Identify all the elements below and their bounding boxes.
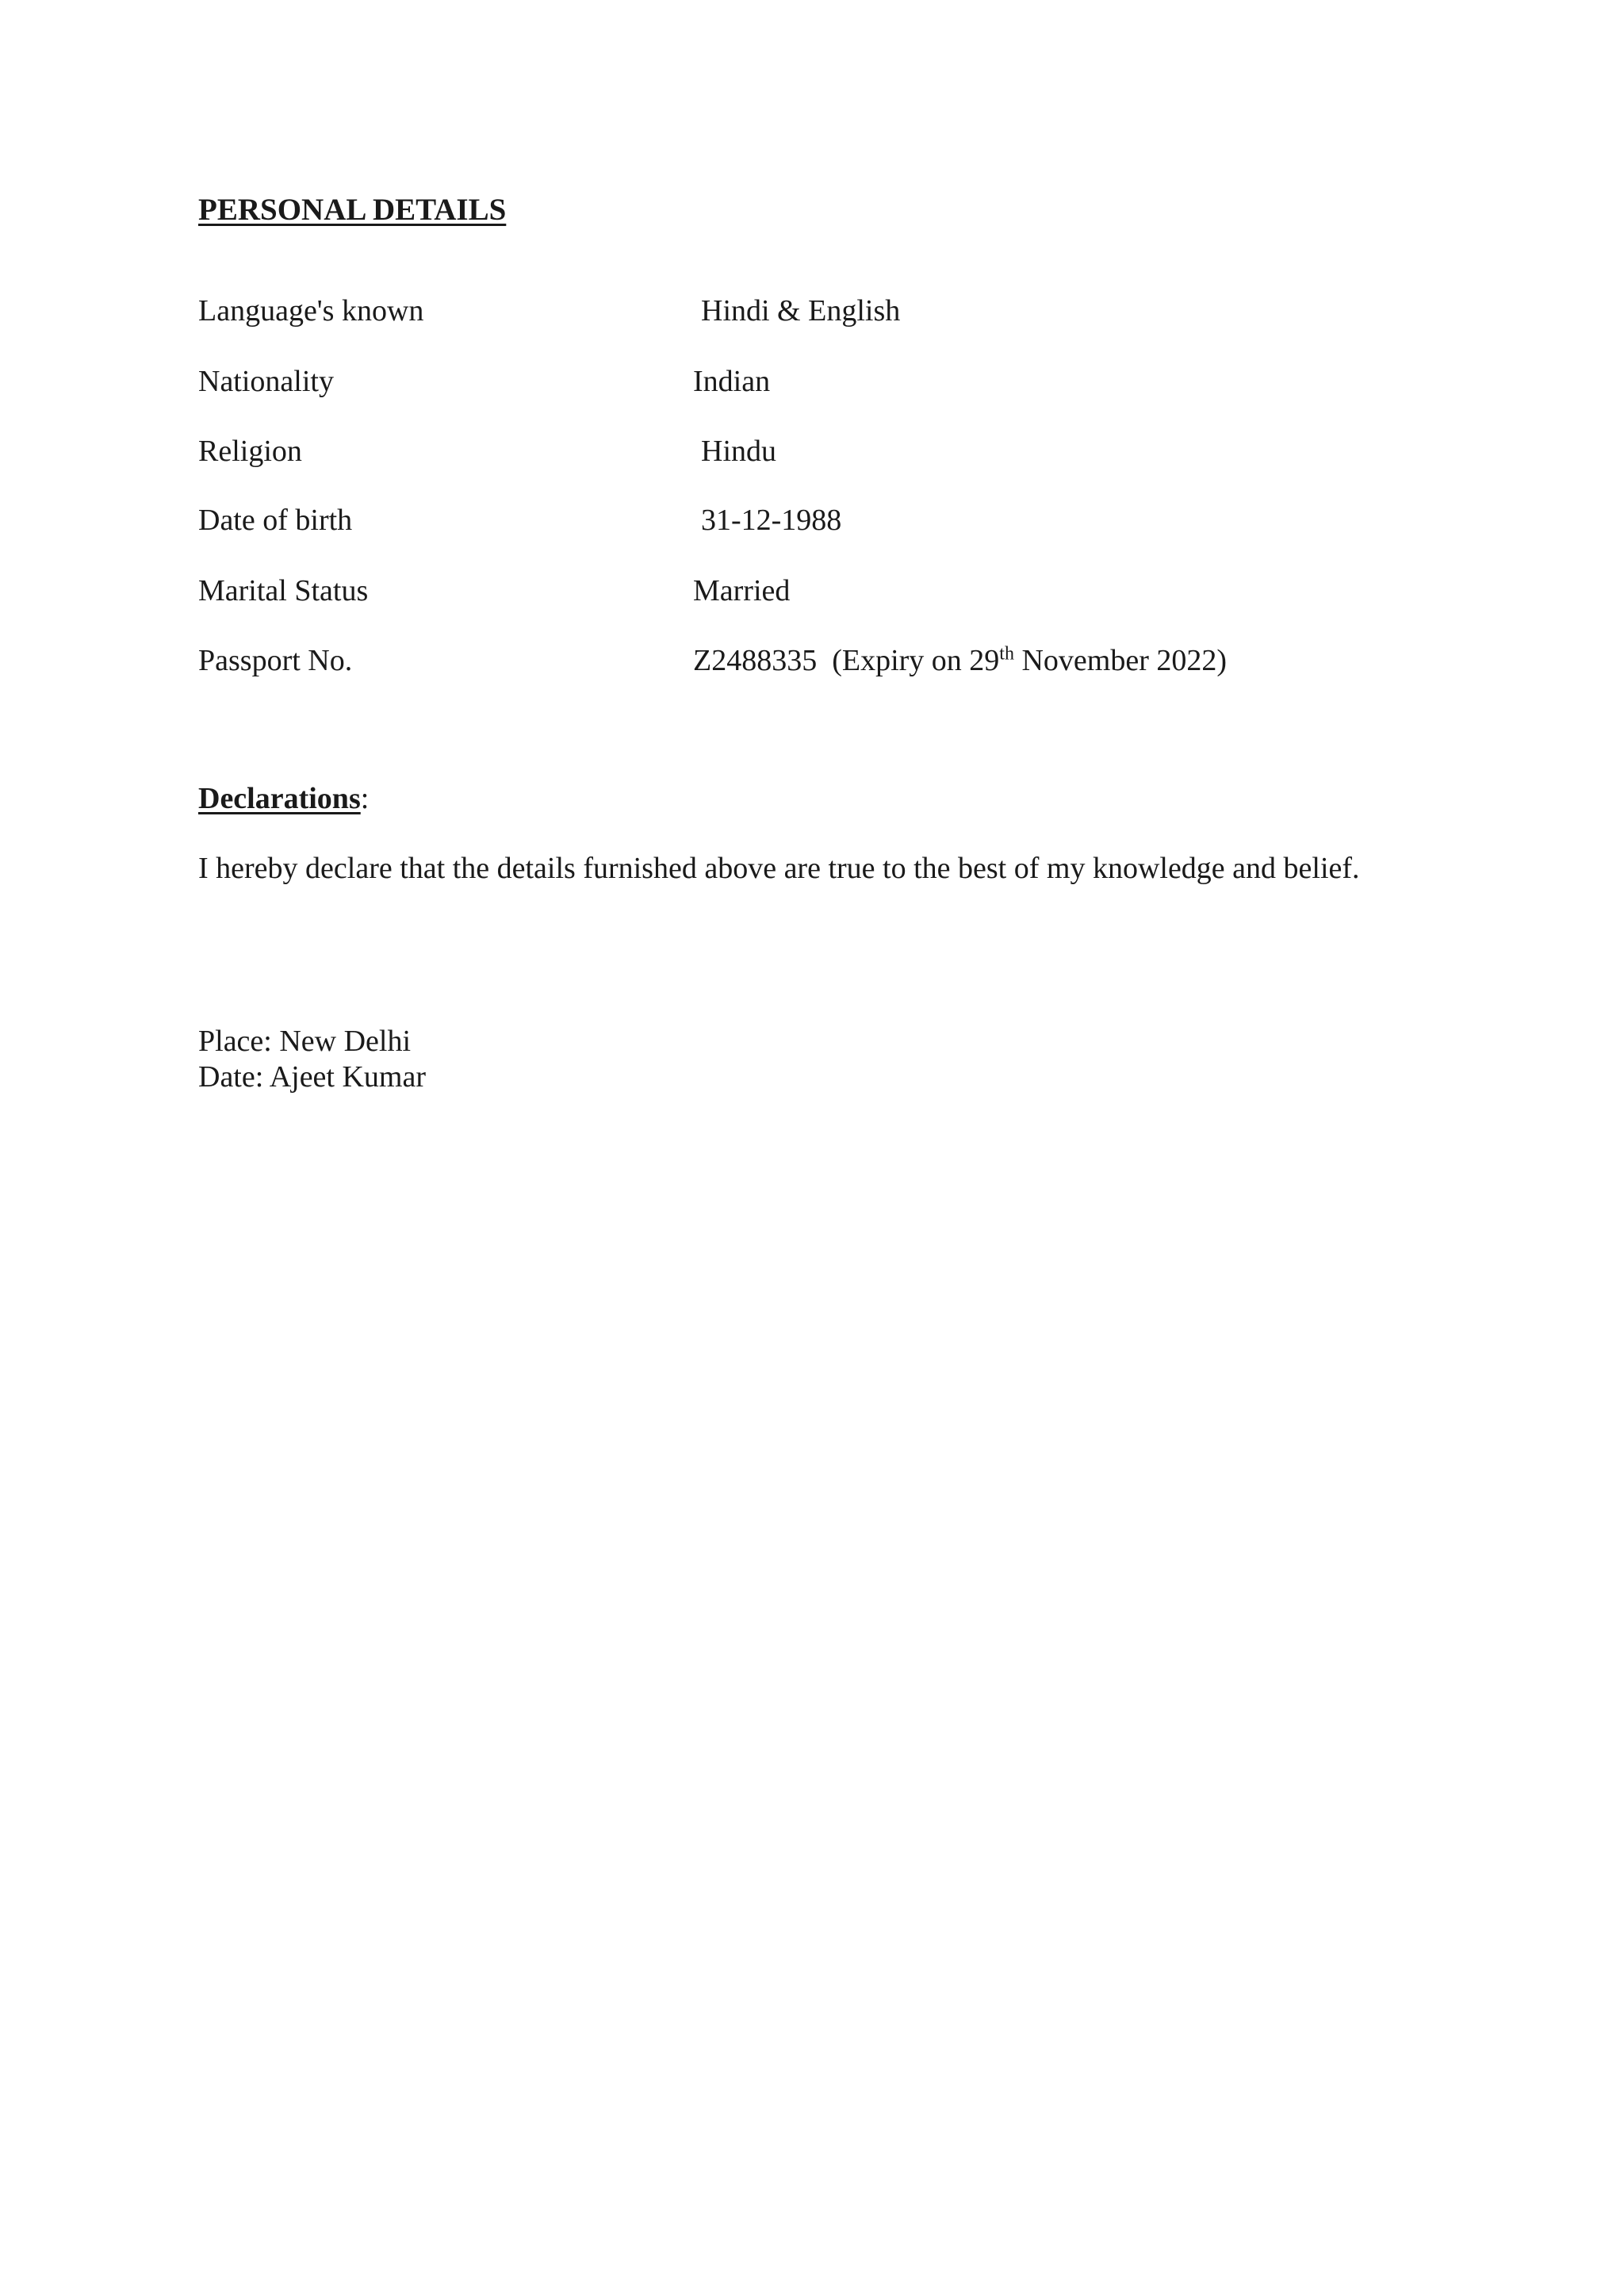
declarations-heading [198,779,369,818]
detail-row-religion [198,431,1467,471]
detail-row-languages [198,291,1467,331]
signoff-place: Place: New Delhi [198,1025,412,1058]
passport-expiry-superscript: th [999,643,1014,665]
detail-value: Indian [693,365,771,398]
signoff-date: Date: Ajeet Kumar [198,1060,427,1094]
declarations-title: Declarations [198,782,361,815]
detail-value: Married [693,574,791,607]
detail-label: Passport No. [198,644,353,677]
detail-row-passport [198,641,1467,680]
passport-value [693,641,1227,680]
declaration-statement: I hereby declare that the details furnished above are true to the best of my knowledge and belief. [198,852,1360,885]
passport-expiry-prefix: (Expiry on 29 [832,644,1000,677]
detail-row-marital-status [198,571,1467,611]
detail-label: Nationality [198,365,334,398]
detail-row-nationality [198,362,1467,401]
section-title-personal-details: PERSONAL DETAILS [198,193,507,227]
passport-expiry-suffix: November 2022) [1013,644,1228,677]
declarations-colon: : [360,782,370,815]
detail-value: 31-12-1988 [701,504,842,537]
detail-value: Hindu [701,435,776,468]
detail-row-date-of-birth [198,500,1467,540]
detail-label: Religion [198,435,302,468]
detail-label: Language's known [198,294,424,328]
detail-label: Date of birth [198,504,353,537]
detail-value: Hindi & English [701,294,901,328]
detail-label: Marital Status [198,574,369,607]
passport-number: Z2488335 [693,644,818,677]
